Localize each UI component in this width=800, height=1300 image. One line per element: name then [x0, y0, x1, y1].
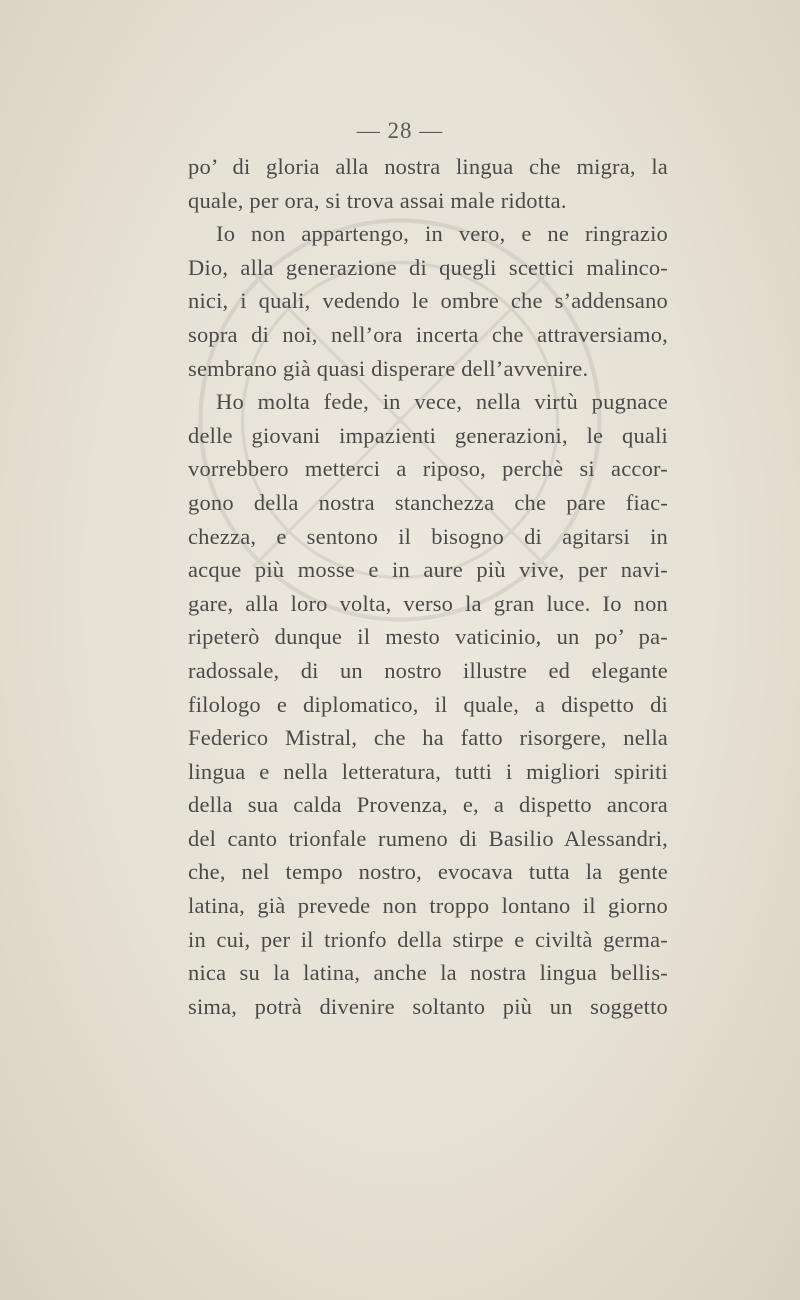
text-line: filologo e diplomatico, il quale, a dispetto di: [188, 691, 668, 717]
text-line: acque più mosse e in aure più vive, per navi-: [188, 557, 668, 583]
body-text: [188, 150, 668, 1023]
text-line: sopra di noi, nell’ora incerta che attraversiamo,: [188, 321, 668, 347]
text-line: lingua e nella letteratura, tutti i migliori spiriti: [188, 758, 668, 784]
text-line: che, nel tempo nostro, evocava tutta la gente: [188, 859, 668, 885]
text-line: gare, alla loro volta, verso la gran luce. Io non: [188, 590, 668, 616]
text-line: radossale, di un nostro illustre ed elegante: [188, 657, 668, 683]
text-line: gono della nostra stanchezza che pare fiac-: [188, 489, 668, 515]
page-number: — 28 —: [356, 118, 444, 143]
text-line: Io non appartengo, in vero, e ne ringrazio: [216, 221, 668, 247]
text-line: della sua calda Provenza, e, a dispetto ancora: [188, 792, 668, 818]
text-line: quale, per ora, si trova assai male ridotta.: [188, 187, 567, 213]
text-line: Federico Mistral, che ha fatto risorgere, nella: [188, 725, 668, 751]
text-line: vorrebbero metterci a riposo, perchè si accor-: [188, 456, 668, 482]
text-line: sembrano già quasi disperare dell’avvenire.: [188, 355, 589, 381]
text-line: chezza, e sentono il bisogno di agitarsi in: [188, 523, 668, 549]
text-line: sima, potrà divenire soltanto più un soggetto: [188, 993, 668, 1019]
text-line: nica su la latina, anche la nostra lingua bellis-: [188, 960, 668, 986]
text-line: Dio, alla generazione di quegli scettici malinco-: [188, 254, 668, 280]
text-line: po’ di gloria alla nostra lingua che migra, la: [188, 154, 668, 179]
text-line: del canto trionfale rumeno di Basilio Alessandri,: [188, 825, 668, 851]
text-line: Ho molta fede, in vece, nella virtù pugnace: [216, 389, 668, 415]
text-line: nici, i quali, vedendo le ombre che s’addensano: [188, 288, 668, 314]
text-line: latina, già prevede non troppo lontano il giorno: [188, 893, 668, 919]
text-line: delle giovani impazienti generazioni, le quali: [188, 422, 668, 448]
text-line: ripeterò dunque il mesto vaticinio, un po’ pa-: [188, 624, 668, 650]
text-line: in cui, per il trionfo della stirpe e civiltà germa-: [188, 926, 668, 952]
